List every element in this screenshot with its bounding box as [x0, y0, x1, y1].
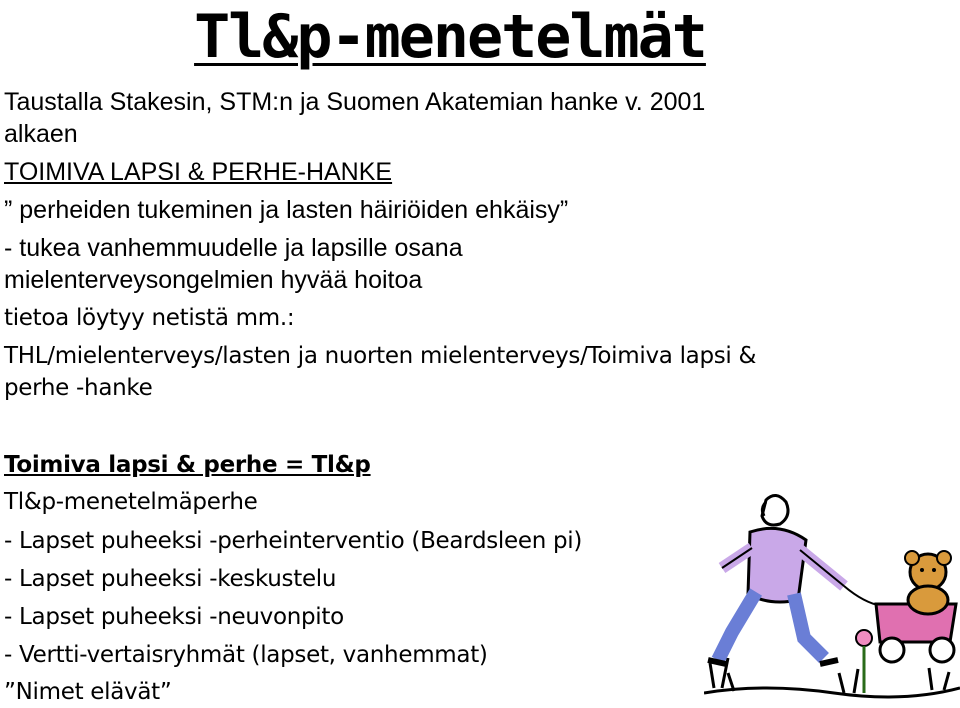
running-child-icon	[708, 495, 844, 664]
text-line: - tukea vanhemmuudelle ja lapsille osana	[4, 234, 463, 262]
list-item: - Lapset puheeksi -perheinterventio (Beardsleen pi)	[4, 528, 583, 554]
list-item: - Lapset puheeksi -keskustelu	[4, 566, 337, 592]
child-pulling-wagon-clipart	[704, 488, 960, 708]
link-path-line: THL/mielenterveys/lasten ja nuorten mielenterveys/Toimiva lapsi &	[4, 343, 757, 369]
link-path-line: perhe -hanke	[4, 375, 153, 401]
text-line: Taustalla Stakesin, STM:n ja Suomen Akatemian hanke v. 2001	[4, 88, 706, 116]
text-line: tietoa löytyy netistä mm.:	[4, 305, 295, 331]
flower-icon	[856, 630, 872, 693]
teddy-bear-icon	[905, 551, 951, 614]
text-line: ” perheiden tukeminen ja lasten häiriöiden ehkäisy”	[4, 196, 569, 224]
list-item: ”Nimet elävät”	[4, 679, 172, 705]
section-heading: Toimiva lapsi & perhe = Tl&p	[4, 452, 371, 478]
text-line: Tl&p-menetelmäperhe	[4, 489, 258, 515]
list-item: - Lapset puheeksi -neuvonpito	[4, 604, 344, 630]
text-line: alkaen	[4, 120, 78, 148]
page-title: Tl&p-menetelmät	[194, 2, 706, 72]
list-item: - Vertti-vertaisryhmät (lapset, vanhemmat)	[4, 642, 488, 668]
text-line: mielenterveysongelmien hyvää hoitoa	[4, 266, 423, 294]
project-heading: TOIMIVA LAPSI & PERHE-HANKE	[4, 158, 393, 186]
